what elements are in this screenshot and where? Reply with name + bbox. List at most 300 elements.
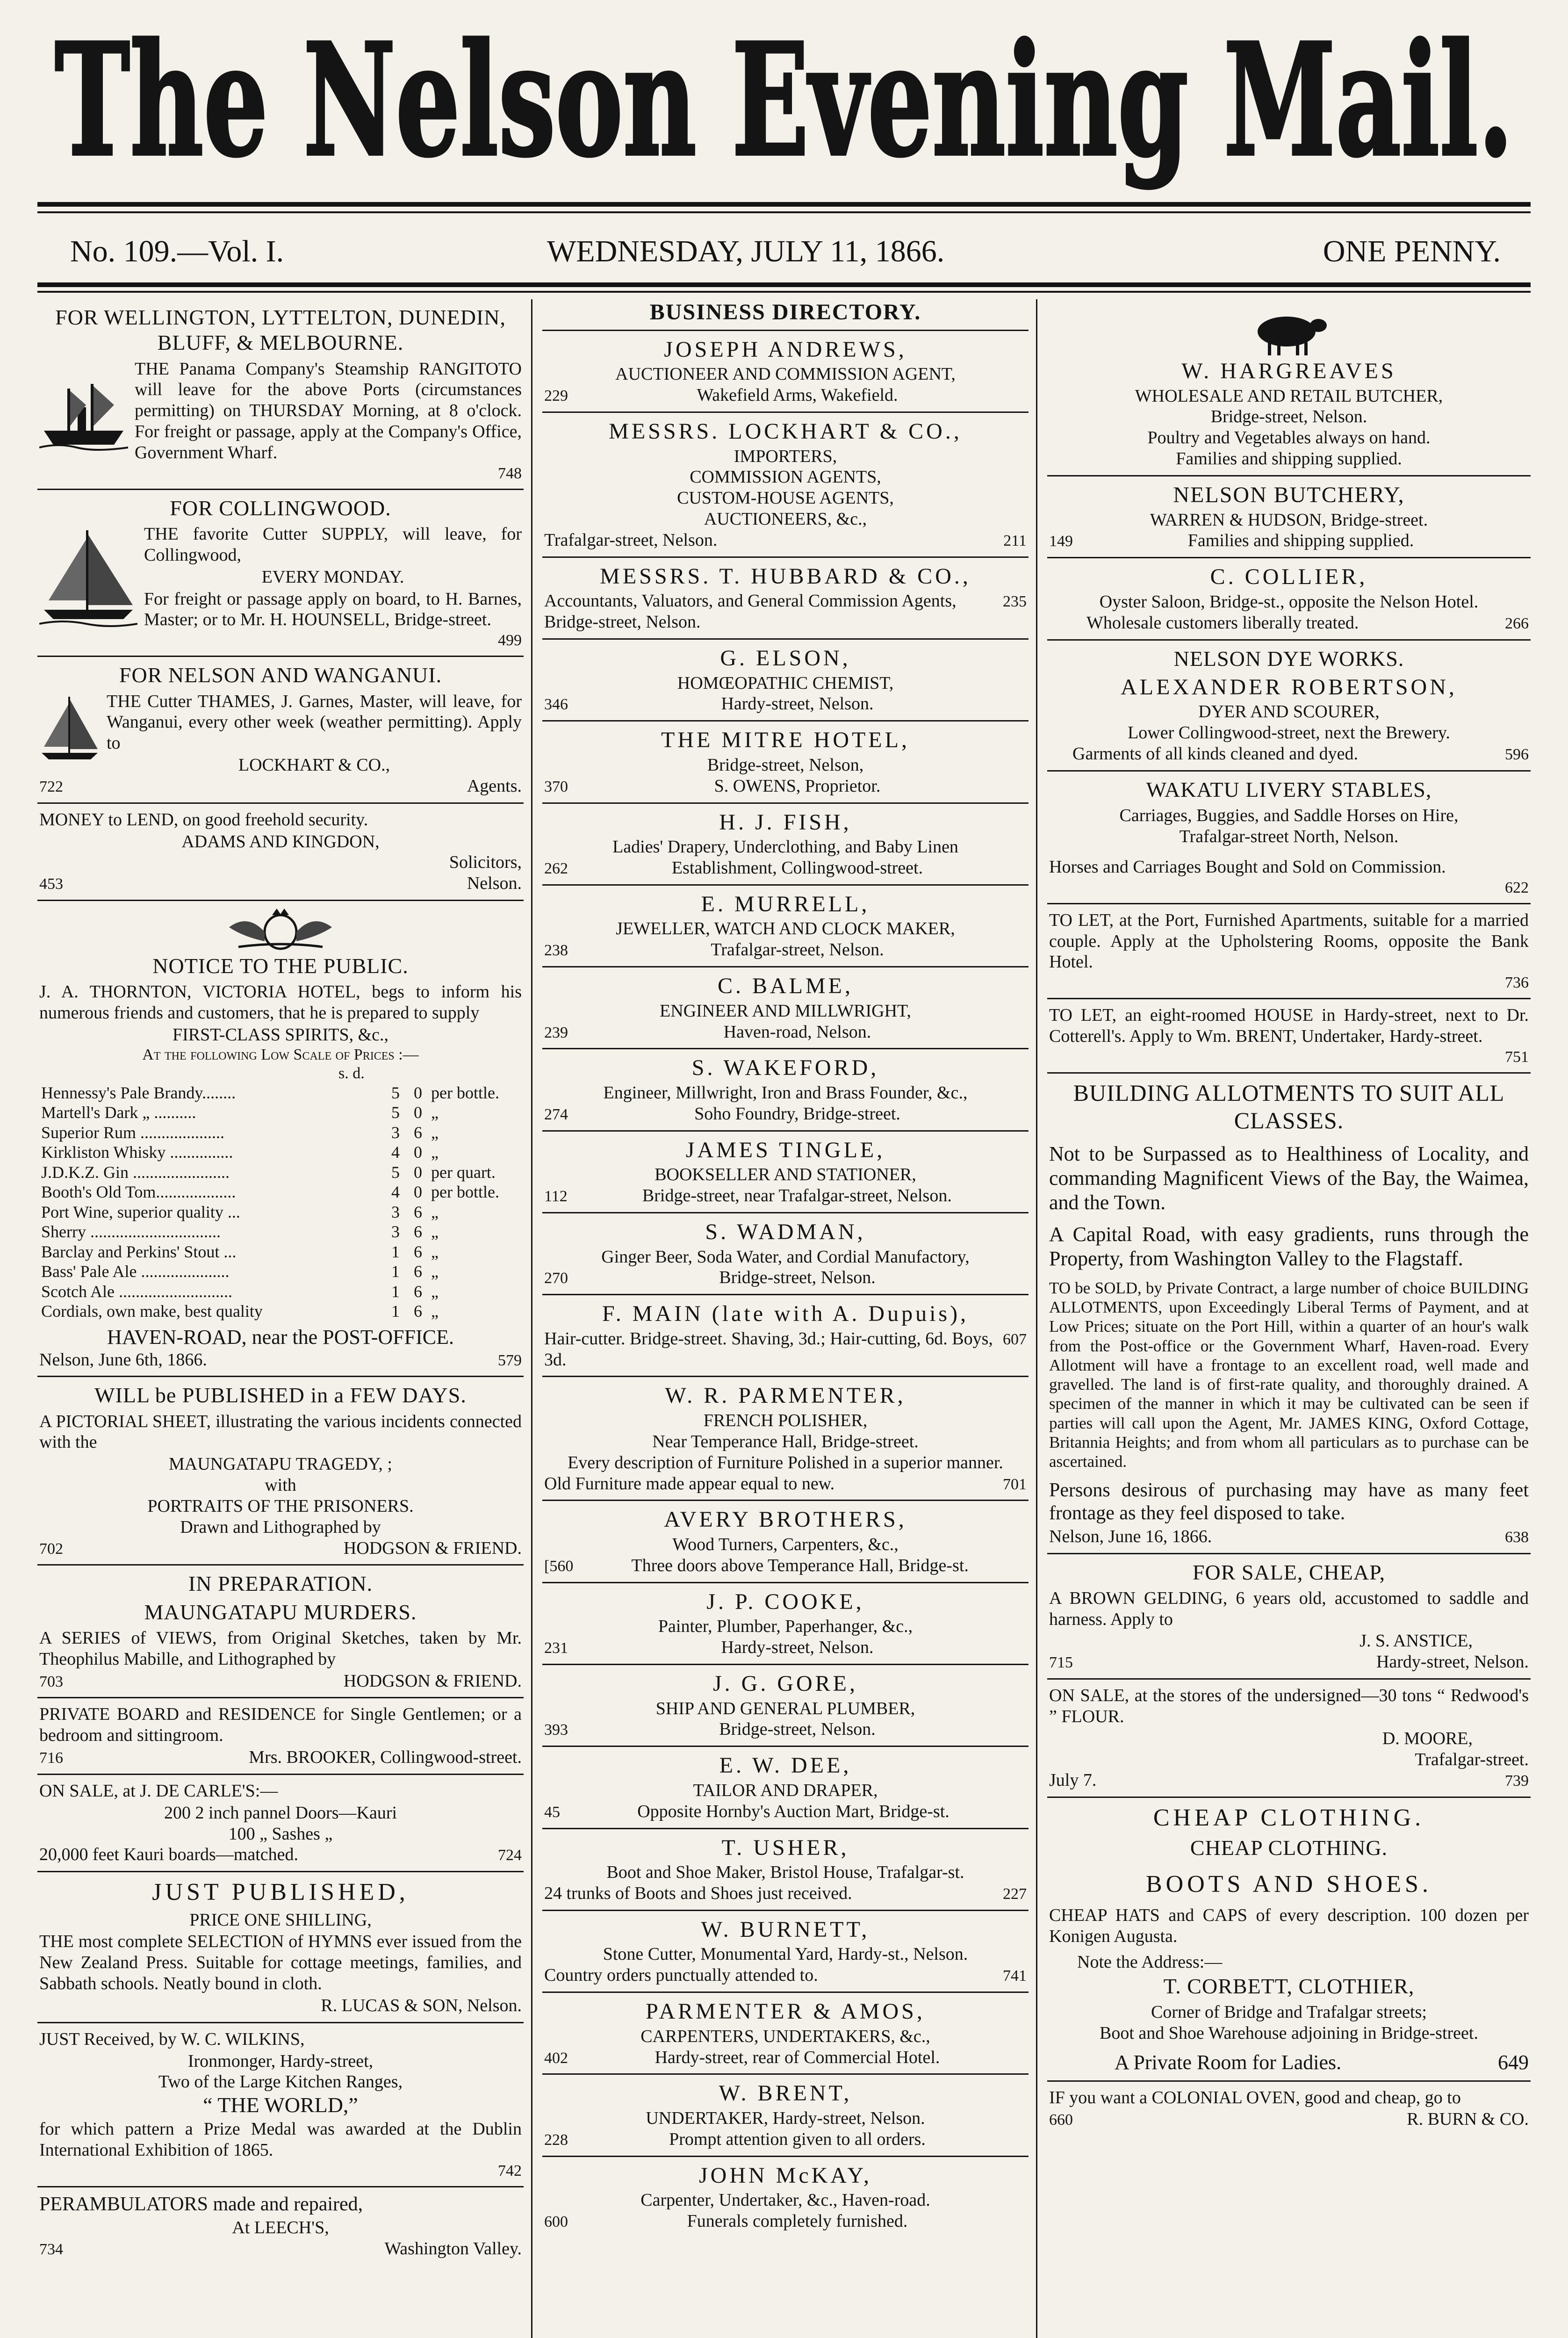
directory-entry-line: IMPORTERS,: [734, 446, 837, 466]
dateline-rule-thin: [37, 291, 1531, 293]
directory-entry-line: Country orders punctually attended to.: [544, 1965, 818, 1985]
advert-body: ON SALE, at the stores of the undersigned—30 tons “ Redwood's ” FLOUR.: [1049, 1686, 1529, 1726]
advert-line: At LEECH'S,: [232, 2217, 329, 2237]
advert-place: Washington Valley.: [384, 2238, 522, 2259]
directory-entry-number: 346: [544, 696, 568, 714]
directory-entry-number: 45: [544, 1803, 560, 1821]
advert-body: JUST Received, by W. C. WILKINS,: [39, 2029, 305, 2049]
directory-entry-footer: [544, 1801, 1027, 1822]
advert-for-sale: [1047, 1554, 1531, 1680]
directory-entry-footer: [544, 1555, 1027, 1576]
advert-just-published: [37, 1872, 524, 2023]
advert-line: Families and shipping supplied.: [1176, 449, 1402, 469]
advert-on-sale: [1047, 1680, 1531, 1798]
price-row: [39, 1182, 522, 1202]
advert-name: ALEXANDER ROBERTSON,: [1121, 674, 1457, 700]
advert-footer: [39, 776, 522, 797]
advert-board: [37, 1698, 524, 1775]
column-divider: [531, 299, 532, 2338]
advert-line: Oyster Saloon, Bridge-st., opposite the Nelson Hotel.: [1099, 592, 1479, 612]
price-row: [39, 1282, 522, 1301]
advert-notice: [37, 901, 524, 1377]
price-item-name: Booth's Old Tom...................: [41, 1183, 236, 1202]
advert-line: 100 „ Sashes „: [228, 1824, 333, 1844]
advert-number: 715: [1049, 1654, 1073, 1672]
directory-entry-name: H. J. FISH,: [719, 809, 852, 835]
directory-entry-line: Wood Turners, Carpenters, &c.,: [672, 1535, 899, 1555]
directory-entry-number: 270: [544, 1270, 568, 1287]
price-scale-caption: At the following Low Scale of Prices :—: [142, 1046, 419, 1063]
advert-heading: BUILDING ALLOTMENTS TO SUIT ALL CLASSES.: [1073, 1080, 1505, 1134]
directory-entry: [542, 1911, 1029, 1993]
price-shillings: 4: [391, 1143, 400, 1162]
directory-entry-line: Trafalgar-street, Nelson.: [711, 940, 884, 960]
advert-line: WARREN & HUDSON, Bridge-street.: [1150, 510, 1428, 530]
advert-line: MAUNGATAPU TRAGEDY, ;: [169, 1454, 392, 1474]
directory-entry-number: 741: [1003, 1967, 1027, 1985]
advert-footer: [1049, 1526, 1529, 1547]
advert-published: [37, 1377, 524, 1566]
directory-entry-line: Boot and Shoe Maker, Bristol House, Trafalgar-st.: [606, 1862, 964, 1883]
advert-heading: JUST PUBLISHED,: [152, 1879, 409, 1906]
directory-entry-line: 24 trunks of Boots and Shoes just received.: [544, 1883, 852, 1903]
advert-number: 736: [1505, 974, 1529, 992]
price-row: [39, 1301, 522, 1321]
directory-entry-number: 211: [1003, 532, 1027, 549]
advert-firm: HODGSON & FRIEND.: [343, 1538, 522, 1558]
advert-schedule: EVERY MONDAY.: [261, 567, 404, 587]
directory-entry-line: TAILOR AND DRAPER,: [693, 1780, 878, 1800]
directory-entry-line: Hair-cutter. Bridge-street. Shaving, 3d.; Hair-cutting, 6d. Boys, 3d.: [544, 1328, 993, 1370]
directory-entry-line: Hardy-street, Nelson.: [721, 694, 874, 714]
advert-heading: FOR COLLINGWOOD.: [170, 496, 391, 520]
advert-body: THE Panama Company's Steamship RANGITOTO will leave for the above Ports (circumstances permitting) on THURSDAY Morning, at 8 o'clock. For freight or passage, apply at the Company's Office, Government Wharf.: [135, 359, 522, 462]
advert-heading: CHEAP CLOTHING.: [1190, 1835, 1388, 1860]
advert-line: Poultry and Vegetables always on hand.: [1147, 428, 1431, 448]
advert-wilkins: [37, 2023, 524, 2188]
directory-entry-line: S. OWENS, Proprietor.: [714, 776, 881, 796]
directory-entry-number: 701: [1003, 1475, 1027, 1493]
advert-number: 649: [1498, 2050, 1529, 2074]
price-unit: per bottle.: [431, 1083, 499, 1102]
advert-body: MONEY to LEND, on good freehold security.: [39, 809, 368, 830]
directory-entry-name: W. R. PARMENTER,: [665, 1383, 906, 1408]
price-row: [39, 1162, 522, 1182]
price-list: [39, 1083, 522, 1321]
sailing-cutter-icon: [39, 693, 100, 763]
advert-collingwood: [37, 490, 524, 657]
advert-line: 20,000 feet Kauri boards—matched.: [39, 1845, 298, 1865]
price-pence: 6: [414, 1123, 422, 1142]
advert-name: Mrs. BROOKER, Collingwood-street.: [249, 1747, 522, 1768]
price-pence: 0: [414, 1103, 422, 1122]
directory-entry: [542, 1501, 1029, 1583]
directory-entry-name: MESSRS. T. HUBBARD & CO.,: [600, 563, 971, 589]
directory-entry-name: AVERY BROTHERS,: [664, 1507, 907, 1532]
masthead-rule-thin: [37, 211, 1531, 213]
directory-entry-name: JOSEPH ANDREWS,: [664, 337, 907, 362]
directory-entry-line: Every description of Furniture Polished in a superior manner.: [568, 1452, 1003, 1472]
masthead-title-art: [42, 14, 1526, 192]
directory-entry-number: 607: [1003, 1330, 1027, 1348]
price-pence: 6: [414, 1302, 422, 1321]
price-pence: 0: [414, 1183, 422, 1202]
advert-line: “ THE WORLD,”: [203, 2093, 358, 2117]
advert-body: A PICTORIAL SHEET, illustrating the various incidents connected with the: [39, 1411, 522, 1452]
directory-entry: [542, 331, 1029, 413]
directory-entry-number: 274: [544, 1105, 568, 1123]
advert-line: Wholesale customers liberally treated.: [1086, 613, 1359, 633]
price-pence: 6: [414, 1222, 422, 1241]
price-item-name: Sherry ...............................: [41, 1222, 221, 1241]
directory-entry: [542, 1049, 1029, 1131]
price-item-name: Bass' Pale Ale .....................: [41, 1262, 230, 1281]
directory-entry-name: E. MURRELL,: [701, 891, 870, 916]
directory-entry-line: Painter, Plumber, Paperhanger, &c.,: [658, 1616, 913, 1637]
directory-entry: [542, 558, 1029, 640]
advert-line: DYER AND SCOURER,: [1198, 702, 1380, 722]
advert-place: Hardy-street, Nelson.: [1376, 1652, 1529, 1672]
directory-entry: [542, 1993, 1029, 2075]
directory-entry-line: Bridge-street, Nelson,: [707, 755, 864, 775]
advert-body: IF you want a COLONIAL OVEN, good and cheap, go to: [1049, 2087, 1461, 2107]
price-unit: „: [431, 1202, 439, 1221]
directory-entry-name: S. WAKEFORD,: [691, 1055, 879, 1081]
advert-number: 724: [498, 1847, 522, 1864]
advert-number: 266: [1505, 614, 1529, 632]
directory-entry-line: Accountants, Valuators, and General Commission Agents, Bridge-street, Nelson.: [544, 591, 957, 632]
directory-entry-footer: [544, 693, 1027, 714]
advert-date: Nelson, June 6th, 1866.: [39, 1349, 207, 1370]
advert-firm: ADAMS AND KINGDON,: [181, 831, 380, 851]
price-shillings: 1: [391, 1242, 400, 1261]
directory-entry-line: Old Furniture made appear equal to new.: [544, 1473, 835, 1494]
price-item-name: Martell's Dark „ ..........: [41, 1103, 196, 1122]
advert-name: J. S. ANSTICE,: [1359, 1631, 1473, 1651]
advert-wanganui: [37, 657, 524, 803]
directory-entry-line: CUSTOM-HOUSE AGENTS,: [677, 488, 894, 508]
directory-entry-footer: [544, 1104, 1027, 1125]
advert-line: Garments of all kinds cleaned and dyed.: [1072, 744, 1358, 764]
directory-entry: [542, 1583, 1029, 1665]
advert-number: 499: [498, 632, 522, 649]
directory-entry-name: JOHN McKAY,: [698, 2163, 872, 2188]
price-item-name: Hennessy's Pale Brandy........: [41, 1083, 236, 1102]
advert-body: ON SALE, at J. DE CARLE'S:—: [39, 1781, 278, 1801]
price-pence: 0: [414, 1162, 422, 1182]
price-unit: per quart.: [431, 1162, 496, 1182]
advert-name: R. BURN & CO.: [1407, 2109, 1529, 2129]
advert-role: Agents.: [467, 776, 522, 796]
advert-to-let-1: [1047, 904, 1531, 1000]
directory-entry-name: S. WADMAN,: [705, 1219, 866, 1244]
advert-date: Nelson, June 16, 1866.: [1049, 1526, 1212, 1546]
price-shillings: 1: [391, 1282, 400, 1301]
column-divider: [1036, 299, 1037, 2338]
advert-line: Ironmonger, Hardy-street,: [187, 2051, 374, 2071]
advert-heading: FOR WELLINGTON, LYTTELTON, DUNEDIN, BLUFF, & MELBOURNE.: [55, 305, 506, 355]
directory-entry-line: Opposite Hornby's Auction Mart, Bridge-st.: [637, 1801, 949, 1821]
advert-price: PRICE ONE SHILLING,: [189, 1910, 372, 1930]
advert-wakatu: [1047, 772, 1531, 904]
sheep-icon: [1249, 306, 1329, 357]
price-unit: „: [431, 1242, 439, 1261]
price-row: [39, 1242, 522, 1262]
advert-footer: [39, 2238, 522, 2259]
advert-body: TO be SOLD, by Private Contract, a large number of choice BUILDING ALLOTMENTS, upon Exceedingly Liberal Terms of Payment, and at Low Prices; situate on the Port Hill, within a quarter of an hour's walk from the Post-office or the Government Wharf, Haven-road. Every Allotment will have a frontage to an excellent road, well made and gravelled. The land is of first-rate quality, and thoroughly drained. A specimen of the manner in which it may be cultivated can be seen if parties will call upon the Agent, Mr. JAMES KING, Oxford Cottage, Britannia Heights; and from whom all particulars as to purchase can be ascertained.: [1049, 1278, 1529, 1471]
advert-number: 739: [1505, 1772, 1529, 1790]
advert-line: with: [265, 1475, 296, 1495]
advert-footer: [1049, 530, 1529, 551]
directory-entry-line: Bridge-street, Nelson.: [719, 1719, 876, 1739]
advert-clothing: [1047, 1798, 1531, 2081]
advert-line: A Private Room for Ladies.: [1115, 2050, 1342, 2074]
advert-footer: [39, 1538, 522, 1559]
directory-entry-line: CARPENTERS, UNDERTAKERS, &c.,: [640, 2026, 930, 2046]
sailing-cutter-icon: [39, 526, 137, 628]
advert-agent: LOCKHART & CO.,: [238, 755, 390, 775]
directory-entry-line: COMMISSION AGENTS,: [690, 467, 881, 487]
masthead: [42, 14, 1526, 192]
advert-footer: [1049, 2109, 1529, 2130]
advert-place: Nelson.: [467, 873, 522, 894]
advert-footer: [39, 1671, 522, 1692]
directory-entry: [542, 413, 1029, 558]
price-item-name: Barclay and Perkins' Stout ...: [41, 1242, 237, 1261]
advert-body: THE favorite Cutter SUPPLY, will leave, for Collingwood,: [144, 524, 522, 565]
advert-role: Solicitors,: [449, 852, 522, 873]
directory-entry-line: HOMŒOPATHIC CHEMIST,: [677, 673, 894, 693]
royal-arms-icon: [220, 909, 341, 951]
directory-entry-line: Bridge-street, Nelson.: [719, 1268, 876, 1288]
price-shillings: 1: [391, 1302, 400, 1321]
directory-entry-line: Engineer, Millwright, Iron and Brass Founder, &c.,: [603, 1082, 968, 1103]
advert-number: 660: [1049, 2111, 1073, 2129]
directory-entry-name: C. BALME,: [717, 974, 853, 999]
price-pence: 6: [414, 1202, 422, 1221]
advert-number: 716: [39, 1749, 63, 1767]
advert-heading: BOOTS AND SHOES.: [1146, 1870, 1432, 1898]
directory-entry: [542, 886, 1029, 967]
advert-dye-works: [1047, 641, 1531, 772]
directory-entry-number: 402: [544, 2049, 568, 2067]
directory-entry-number: 238: [544, 942, 568, 960]
advert-oven: [1047, 2082, 1531, 2136]
advert-body: TO LET, an eight-roomed HOUSE in Hardy-street, next to Dr. Cotterell's. Apply to Wm. BRENT, Undertaker, Hardy-street.: [1049, 1005, 1529, 1046]
directory-entry-name: W. BURNETT,: [701, 1917, 870, 1942]
directory-entry-line: Establishment, Collingwood-street.: [671, 858, 923, 878]
directory-entry: [542, 1665, 1029, 1747]
price-row: [39, 1123, 522, 1142]
directory-entry: [542, 722, 1029, 803]
advert-body: A Capital Road, with easy gradients, runs through the Property, from Washington Valley to the Flagstaff.: [1049, 1222, 1529, 1270]
advert-body: Horses and Carriages Bought and Sold on Commission.: [1049, 857, 1446, 877]
business-directory: [542, 331, 1029, 2237]
advert-number: 453: [39, 875, 63, 893]
column-3: [1047, 299, 1531, 2338]
directory-entry-line: Prompt attention given to all orders.: [669, 2129, 926, 2149]
price-unit: „: [431, 1143, 439, 1162]
directory-entry-name: G. ELSON,: [720, 645, 851, 671]
directory-entry-line: Three doors above Temperance Hall, Bridge-st.: [631, 1555, 969, 1575]
directory-entry-footer: [544, 1267, 1027, 1288]
directory-entry-footer: [544, 1965, 1027, 1986]
advert-body: PERAMBULATORS made and repaired,: [39, 2194, 363, 2215]
directory-entry-number: 231: [544, 1639, 568, 1657]
advert-subheading: FIRST-CLASS SPIRITS, &c.,: [172, 1025, 389, 1045]
advert-body: PRIVATE BOARD and RESIDENCE for Single Gentlemen; or a bedroom and sittingroom.: [39, 1704, 522, 1746]
advert-heading: CHEAP CLOTHING.: [1153, 1804, 1425, 1832]
masthead-title: The Nelson Evening Mail.: [55, 14, 1514, 191]
price-shillings: 5: [391, 1103, 400, 1122]
advert-body: CHEAP HATS and CAPS of every description. 100 dozen per Konigen Augusta.: [1049, 1905, 1529, 1947]
advert-number: 638: [1505, 1528, 1529, 1546]
directory-entry-name: J. G. GORE,: [712, 1671, 858, 1696]
directory-entry-footer: [544, 1637, 1027, 1658]
directory-entry-line: Bridge-street, near Trafalgar-street, Nelson.: [642, 1186, 952, 1206]
price-unit: „: [431, 1262, 439, 1281]
directory-entry-line: Ladies' Drapery, Underclothing, and Baby Linen: [612, 837, 958, 857]
advert-number: 596: [1505, 746, 1529, 764]
advert-date: July 7.: [1049, 1770, 1097, 1790]
advert-number: 751: [1505, 1048, 1529, 1066]
directory-entry: [542, 1132, 1029, 1213]
directory-entry-line: FRENCH POLISHER,: [703, 1411, 868, 1431]
advert-name: T. CORBETT, CLOTHIER,: [1163, 1974, 1415, 1998]
directory-entry-line: Wakefield Arms, Wakefield.: [697, 385, 898, 405]
advert-firm: HODGSON & FRIEND.: [343, 1671, 522, 1691]
directory-entry-number: 600: [544, 2213, 568, 2231]
price-item-name: J.D.K.Z. Gin .......................: [41, 1162, 230, 1182]
directory-entry: [542, 1829, 1029, 1911]
directory-entry: [542, 804, 1029, 886]
issue-number: No. 109.—Vol. I.: [70, 234, 284, 268]
directory-entry: [542, 2075, 1029, 2157]
directory-entry-number: 235: [1003, 593, 1027, 611]
directory-entry-name: MESSRS. LOCKHART & CO.,: [609, 419, 962, 444]
advert-name: W. HARGREAVES: [1181, 359, 1396, 383]
advert-body: THE most complete SELECTION of HYMNS ever issued from the New Zealand Press. Suitable for cottage meetings, families, and Sabbath schools. Neatly bound in cloth.: [39, 1932, 522, 1994]
directory-entry-name: J. P. COOKE,: [706, 1589, 864, 1614]
advert-heading: MAUNGATAPU MURDERS.: [144, 1600, 417, 1624]
directory-entry-number: 393: [544, 1721, 568, 1739]
advert-footer: [39, 873, 522, 894]
directory-entry-footer: [544, 1473, 1027, 1494]
directory-entry: [542, 1377, 1029, 1501]
directory-entry-line: AUCTIONEER AND COMMISSION AGENT,: [615, 364, 956, 384]
price-currency-header: s. d.: [338, 1064, 365, 1082]
directory-entry-number: 227: [1003, 1885, 1027, 1903]
price-shillings: 3: [391, 1202, 400, 1221]
advert-line: Carriages, Buggies, and Saddle Horses on Hire,: [1119, 806, 1459, 826]
price-unit: „: [431, 1222, 439, 1241]
directory-entry-name: T. USHER,: [721, 1835, 849, 1860]
price-unit: „: [431, 1123, 439, 1142]
directory-entry-number: 239: [544, 1024, 568, 1041]
directory-entry-footer: [544, 1185, 1027, 1206]
directory-entry-line: Soho Foundry, Bridge-street.: [694, 1104, 900, 1124]
advert-heading: IN PREPARATION.: [188, 1572, 373, 1596]
advert-line: Families and shipping supplied.: [1187, 531, 1414, 551]
advert-collier: [1047, 558, 1531, 640]
column-2: [542, 299, 1029, 2338]
directory-entry-footer: [544, 776, 1027, 797]
advert-body: Not to be Surpassed as to Healthiness of Locality, and commanding Magnificent Views of the Bay, the Waimea, and the Town.: [1049, 1142, 1529, 1214]
directory-entry: [542, 1213, 1029, 1295]
advert-line: Drawn and Lithographed by: [180, 1517, 381, 1537]
directory-entry-line: Haven-road, Nelson.: [723, 1022, 871, 1042]
directory-entry-line: JEWELLER, WATCH AND CLOCK MAKER,: [616, 919, 955, 939]
price-row: [39, 1103, 522, 1122]
directory-entry-line: Hardy-street, Nelson.: [721, 1638, 874, 1658]
directory-entry-footer: [544, 385, 1027, 406]
price-item-name: Cordials, own make, best quality: [41, 1302, 263, 1321]
advert-line: Lower Collingwood-street, next the Brewery.: [1128, 723, 1450, 743]
advert-footer: [1049, 743, 1529, 765]
advert-name: D. MOORE,: [1382, 1728, 1473, 1748]
price-shillings: 1: [391, 1262, 400, 1281]
advert-name: NELSON BUTCHERY,: [1173, 482, 1405, 507]
advert-footer: [39, 1747, 522, 1768]
advert-line: PORTRAITS OF THE PRISONERS.: [147, 1496, 414, 1516]
advert-name: C. COLLIER,: [1210, 564, 1368, 590]
advert-body: A BROWN GELDING, 6 years old, accustomed to saddle and harness. Apply to: [1049, 1588, 1529, 1629]
directory-entry-footer: [544, 1883, 1027, 1904]
dateline: [51, 234, 1519, 276]
directory-entry-footer: [544, 2129, 1027, 2150]
advert-name: WAKATU LIVERY STABLES,: [1146, 777, 1432, 801]
advert-body: For freight or passage apply on board, to H. Barnes, Master; or to Mr. H. HOUNSELL, Bridge-street.: [144, 589, 522, 630]
directory-entry-name: F. MAIN (late with A. Dupuis),: [602, 1301, 969, 1327]
directory-entry-number: 229: [544, 387, 568, 405]
price-item-name: Kirkliston Whisky ...............: [41, 1143, 233, 1162]
advert-heading: NELSON DYE WORKS.: [1173, 646, 1404, 671]
advert-body: A SERIES of VIEWS, from Original Sketches, taken by Mr. Theophilus Mabille, and Lithographed by: [39, 1628, 522, 1669]
directory-entry-line: SHIP AND GENERAL PLUMBER,: [655, 1698, 915, 1718]
price-pence: 0: [414, 1083, 422, 1102]
advert-hargreaves: [1047, 299, 1531, 476]
directory-entry-name: W. BRENT,: [719, 2081, 852, 2106]
directory-entry-name: THE MITRE HOTEL,: [661, 728, 910, 753]
steamship-icon: [39, 361, 128, 454]
directory-entry-footer: [544, 1328, 1027, 1371]
advert-line: Boot and Shoe Warehouse adjoining in Bridge-street.: [1100, 2023, 1478, 2043]
advert-wellington: [37, 299, 524, 490]
advert-number: 579: [498, 1351, 522, 1369]
advert-heading: WILL be PUBLISHED in a FEW DAYS.: [94, 1383, 467, 1407]
advert-preparation: [37, 1566, 524, 1698]
advert-footer: [39, 1349, 522, 1371]
advert-line: Bridge-street, Nelson.: [1210, 407, 1367, 427]
advert-line: Two of the Large Kitchen Ranges,: [158, 2072, 403, 2092]
directory-entry-line: BOOKSELLER AND STATIONER,: [655, 1165, 916, 1185]
advert-line: Note the Address:—: [1077, 1952, 1223, 1972]
price-unit: „: [431, 1282, 439, 1301]
advert-body: THE Cutter THAMES, J. Garnes, Master, will leave, for Wanganui, every other week (weather permitting). Apply to: [107, 691, 522, 753]
directory-entry: [542, 1295, 1029, 1377]
directory-entry: [542, 2157, 1029, 2237]
directory-entry-line: Hardy-street, rear of Commercial Hotel.: [655, 2047, 940, 2067]
advert-place: Trafalgar-street.: [1415, 1749, 1529, 1769]
price-shillings: 3: [391, 1222, 400, 1241]
advert-number: 703: [39, 1673, 63, 1690]
price-pence: 0: [414, 1143, 422, 1162]
advert-heading: FOR SALE, CHEAP,: [1192, 1560, 1386, 1584]
directory-entry-name: JAMES TINGLE,: [685, 1137, 885, 1162]
advert-address: HAVEN-ROAD, near the POST-OFFICE.: [107, 1325, 454, 1349]
directory-entry-line: Stone Cutter, Monumental Yard, Hardy-st., Nelson.: [603, 1944, 968, 1964]
advert-number: 622: [1505, 879, 1529, 896]
